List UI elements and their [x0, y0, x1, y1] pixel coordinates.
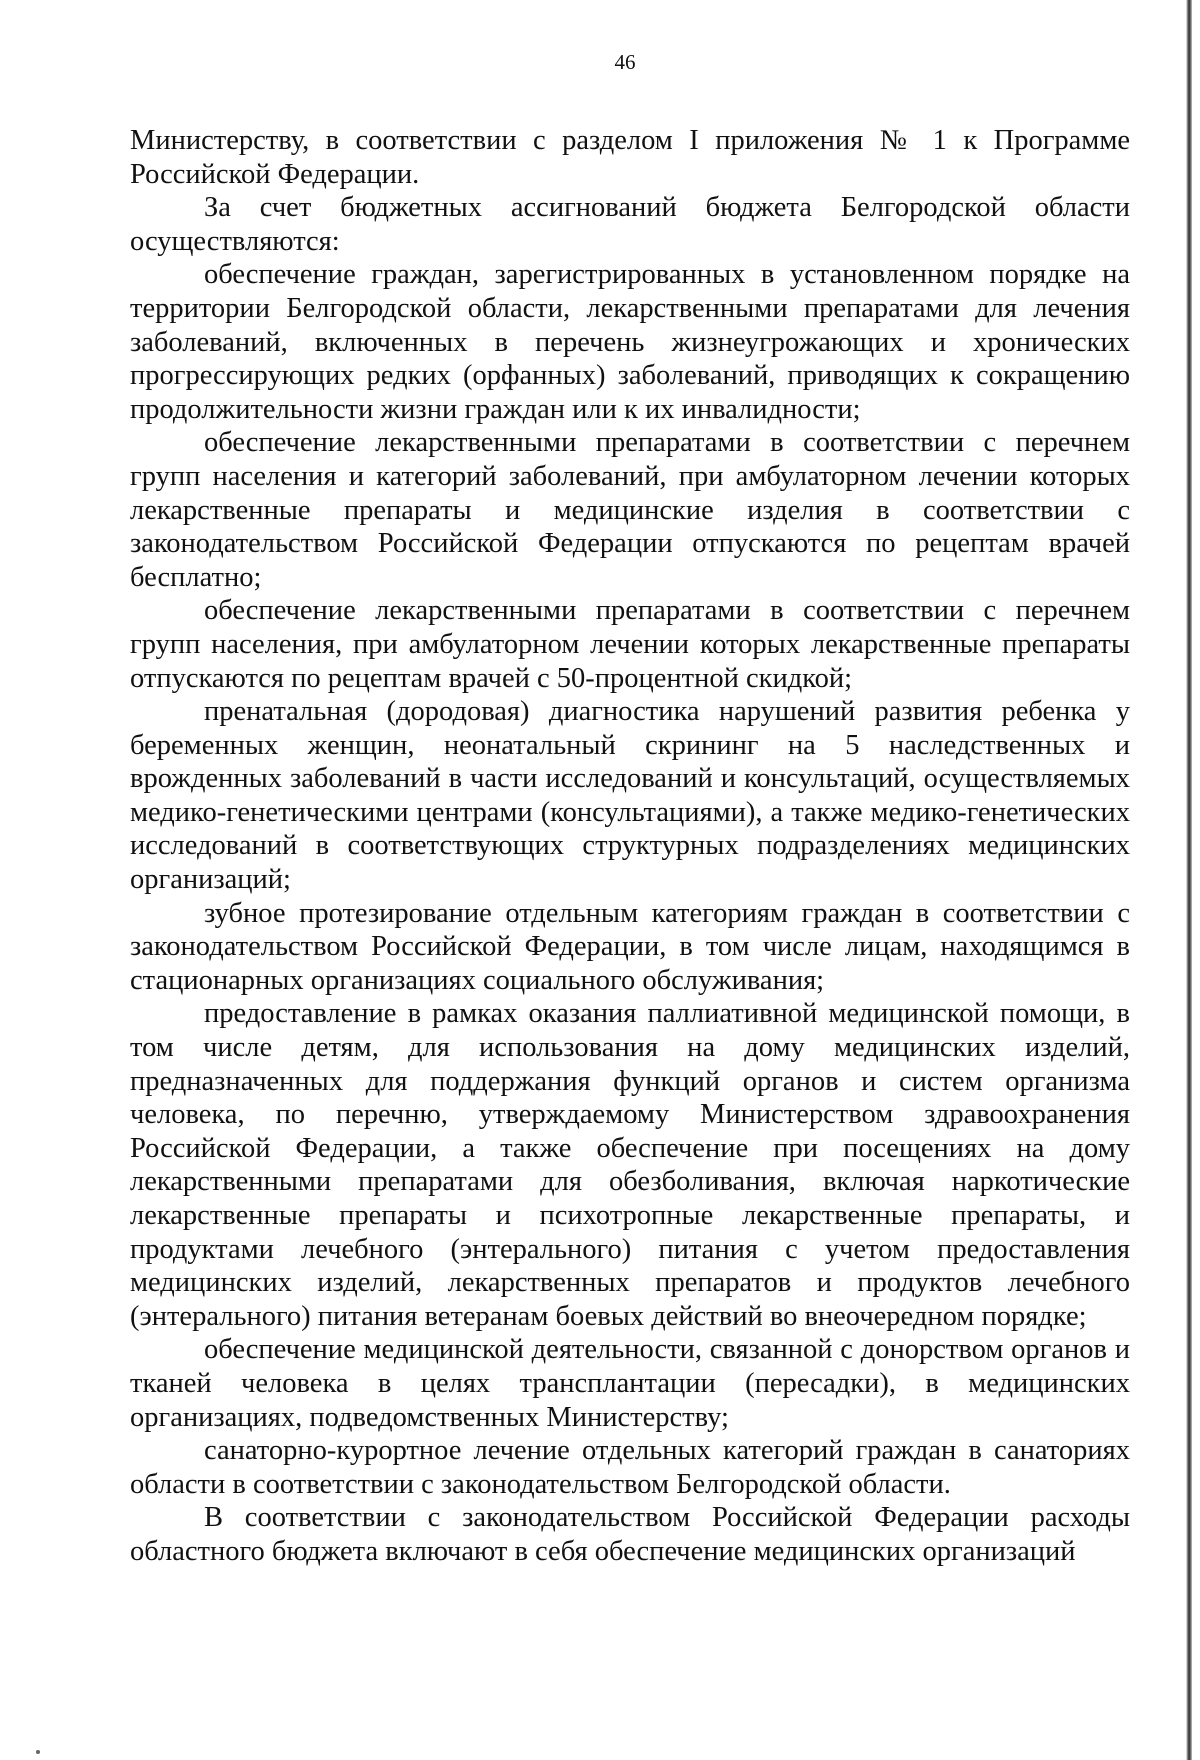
paragraph-item: обеспечение лекарственными препаратами в соответствии с перечнем групп населения, при амбулаторном лечении которых лекарственные препараты отпускаются по рецептам врачей с 50-процентной скидкой; — [130, 595, 1130, 694]
paragraph-continuation: Министерству, в соответствии с разделом I приложения № 1 к Программе Российской Федерации. — [130, 125, 1130, 190]
scan-edge-shadow — [1186, 0, 1192, 1760]
paragraph-item: обеспечение медицинской деятельности, связанной с донорством органов и тканей человека в целях трансплантации (пересадки), в медицинских организациях, подведомственных Министерству; — [130, 1334, 1130, 1433]
scan-speck — [36, 1750, 40, 1754]
document-body — [130, 124, 1130, 1569]
paragraph-intro: За счет бюджетных ассигнований бюджета Белгородской области осуществляются: — [130, 192, 1130, 257]
paragraph-item: предоставление в рамках оказания паллиативной медицинской помощи, в том числе детям, для использования на дому медицинских изделий, предназначенных для поддержания функций органов и систем организма человека, по перечню, утверждаемому Министерством здравоохранения Российской Федерации, а также обеспечение при посещениях на дому лекарственными препаратами для обезболивания, включая наркотические лекарственные препараты и психотропные лекарственные препараты, и продуктами лечебного (энтерального) питания с учетом предоставления медицинских изделий, лекарственных препаратов и продуктов лечебного (энтерального) питания ветеранам боевых действий во внеочередном порядке; — [130, 998, 1130, 1332]
paragraph-item: пренатальная (дородовая) диагностика нарушений развития ребенка у беременных женщин, неонатальный скрининг на 5 наследственных и врожденных заболеваний в части исследований и консультаций, осуществляемых медико-генетическими центрами (консультациями), а также медико-генетических исследований в соответствующих структурных подразделениях медицинских организаций; — [130, 696, 1130, 896]
paragraph-item: обеспечение лекарственными препаратами в соответствии с перечнем групп населения и категорий заболеваний, при амбулаторном лечении которых лекарственные препараты и медицинские изделия в соответствии с законодательством Российской Федерации отпускаются по рецептам врачей бесплатно; — [130, 427, 1130, 593]
paragraph-final: В соответствии с законодательством Российской Федерации расходы областного бюджета включают в себя обеспечение медицинских организаций — [130, 1502, 1130, 1567]
page-number: 46 — [614, 50, 636, 74]
paragraph-item: зубное протезирование отдельным категориям граждан в соответствии с законодательством Российской Федерации, в том числе лицам, находящимся в стационарных организациях социального обслуживания; — [130, 897, 1130, 996]
paragraph-item: обеспечение граждан, зарегистрированных в установленном порядке на территории Белгородской области, лекарственными препаратами для лечения заболеваний, включенных в перечень жизнеугрожающих и хронических прогрессирующих редких (орфанных) заболеваний, приводящих к сокращению продолжительности жизни граждан или к их инвалидности; — [130, 259, 1130, 425]
paragraph-item: санаторно-курортное лечение отдельных категорий граждан в санаториях области в соответствии с законодательством Белгородской области. — [130, 1435, 1130, 1500]
